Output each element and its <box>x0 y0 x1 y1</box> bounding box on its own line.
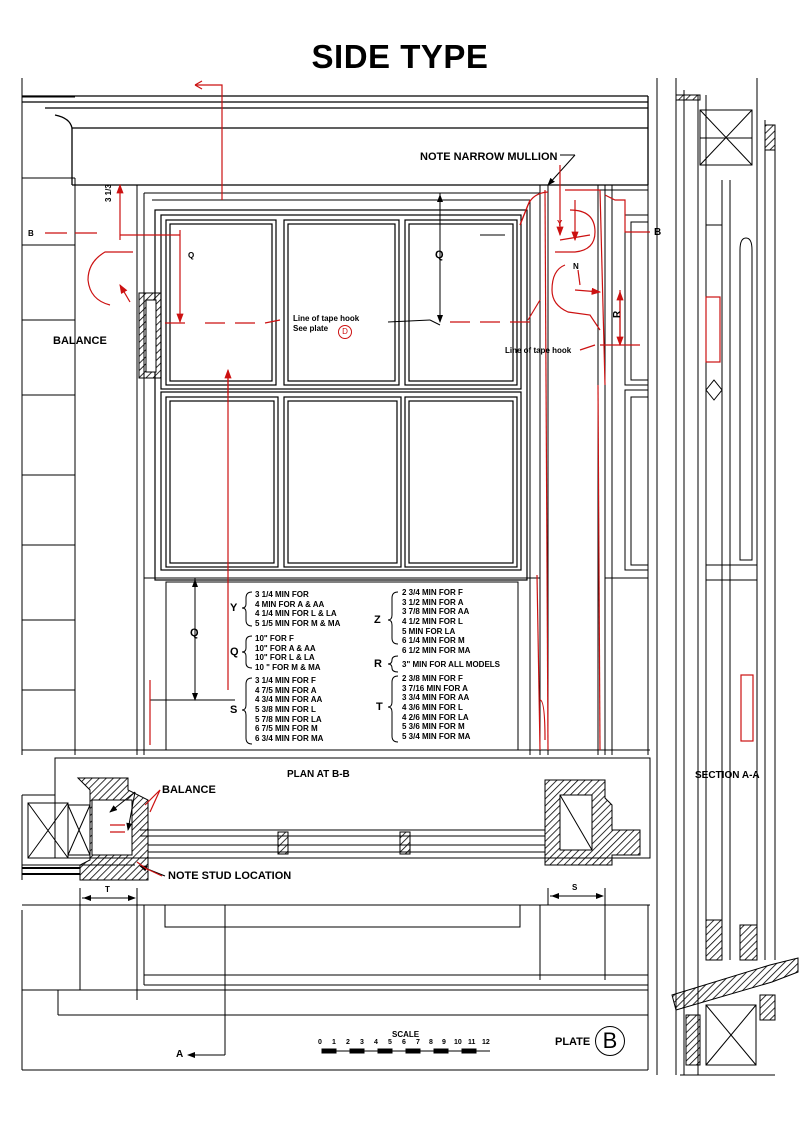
spec-line: 6 1/4 MIN FOR M <box>402 636 465 646</box>
scale-tick: 1 <box>332 1039 336 1046</box>
plate-letter-circle: B <box>595 1026 625 1056</box>
drawing-title: SIDE TYPE <box>311 38 489 75</box>
spec-line: 3 3/4 MIN FOR AA <box>402 693 470 703</box>
spec-line: 3 7/16 MIN FOR A <box>402 683 468 693</box>
scale-tick: 10 <box>454 1039 462 1046</box>
spec-line: 3 1/4 MIN FOR F <box>255 676 316 685</box>
spec-s-letter: S <box>230 704 238 716</box>
spec-line: 4 3/4 MIN FOR AA <box>255 695 323 705</box>
note-narrow-mullion: NOTE NARROW MULLION <box>420 151 558 163</box>
detail-d-marker: D <box>338 325 352 339</box>
scale-tick: 2 <box>346 1039 350 1046</box>
spec-line: 10 " FOR M & MA <box>255 663 321 673</box>
scale-tick: 5 <box>388 1039 392 1046</box>
spec-line: 3 1/2 MIN FOR A <box>402 597 464 607</box>
dim-3-1-3: 3 1/3 <box>104 184 113 202</box>
left-wall <box>22 78 650 755</box>
scale-tick: 6 <box>402 1039 406 1046</box>
spec-line: 3 7/8 MIN FOR AA <box>402 607 470 617</box>
scale-tick: 12 <box>482 1039 490 1046</box>
spec-r-letter: R <box>374 658 382 670</box>
dim-t: T <box>105 885 110 894</box>
dimension-lines <box>80 155 605 1055</box>
spec-y-list <box>255 590 340 629</box>
spec-line: 5 3/6 MIN FOR M <box>402 722 465 732</box>
spec-z-list <box>402 588 470 656</box>
dim-q-left: Q <box>188 251 195 260</box>
spec-line: 4 3/6 MIN FOR L <box>402 703 463 713</box>
scale-label: SCALE <box>392 1030 420 1039</box>
spec-t-list <box>402 674 470 742</box>
tape-hook-right: Line of tape hook <box>505 346 572 355</box>
spec-t-letter: T <box>376 701 383 713</box>
scale-bar <box>322 1049 490 1053</box>
balance-label: BALANCE <box>53 335 107 347</box>
spec-line: 5 3/8 MIN FOR L <box>255 705 316 715</box>
plan-b-b-label: PLAN AT B-B <box>287 769 350 780</box>
spec-line: 4 2/6 MIN FOR LA <box>402 712 469 722</box>
spec-q-list <box>255 634 321 673</box>
spec-line: 2 3/8 MIN FOR F <box>402 674 463 683</box>
spec-line: 10" FOR F <box>255 634 294 643</box>
spec-line: 5 MIN FOR LA <box>402 626 456 636</box>
spec-s-list <box>255 676 323 744</box>
spec-line: 6 7/5 MIN FOR M <box>255 724 318 734</box>
spec-line: 5 7/8 MIN FOR LA <box>255 714 322 724</box>
dim-n-mark: N <box>573 262 579 271</box>
spec-line: 2 3/4 MIN FOR F <box>402 588 463 597</box>
section-mark-a: A <box>176 1049 184 1060</box>
spec-line: 4 1/4 MIN FOR L & LA <box>255 609 337 619</box>
head-cornice <box>22 96 648 185</box>
spec-line: 3" MIN FOR ALL MODELS <box>402 660 501 669</box>
dim-q-lower: Q <box>190 627 199 639</box>
dim-r-mark: R <box>612 310 623 318</box>
dim-s: S <box>572 883 578 892</box>
scale-tick: 4 <box>374 1039 378 1046</box>
spec-line: 6 1/2 MIN FOR MA <box>402 646 471 656</box>
spec-y-letter: Y <box>230 602 238 614</box>
spec-line: 6 3/4 MIN FOR MA <box>255 734 324 744</box>
note-stud-location: NOTE STUD LOCATION <box>168 870 292 882</box>
dim-y-mark: Y <box>557 219 563 228</box>
spec-z-letter: Z <box>374 614 381 626</box>
section-a-a-label: SECTION A-A <box>695 770 760 781</box>
section-a-a <box>657 78 798 1075</box>
tape-hook-line2: See plate <box>293 324 329 333</box>
spec-line: 5 1/5 MIN FOR M & MA <box>255 619 341 629</box>
dim-q-right: Q <box>435 249 444 261</box>
section-mark-b-right: B <box>654 227 662 238</box>
section-mark-b-left: B <box>28 229 34 238</box>
spec-line: 5 3/4 MIN FOR MA <box>402 732 471 742</box>
spec-line: 4 7/5 MIN FOR A <box>255 685 317 695</box>
spec-line: 10" FOR L & LA <box>255 653 315 663</box>
tape-hook-line1: Line of tape hook <box>293 314 360 323</box>
scale-tick: 8 <box>429 1039 433 1046</box>
scale-tick: 11 <box>468 1039 476 1046</box>
scale-tick: 0 <box>318 1039 322 1046</box>
scale-tick: 7 <box>416 1039 420 1046</box>
balance-device <box>139 293 161 378</box>
spec-line: 4 MIN FOR A & AA <box>255 599 325 609</box>
spec-r-list <box>402 660 500 670</box>
spec-line: 4 1/2 MIN FOR L <box>402 617 463 627</box>
upper-sash <box>155 210 527 580</box>
balance-plan-label: BALANCE <box>162 784 216 796</box>
scale-tick: 3 <box>360 1039 364 1046</box>
scale-tick: 9 <box>442 1039 446 1046</box>
spec-line: 3 1/4 MIN FOR <box>255 590 309 599</box>
spec-line: 10" FOR A & AA <box>255 643 316 653</box>
plate-label: PLATE <box>555 1036 591 1048</box>
spec-q-letter: Q <box>230 646 239 658</box>
